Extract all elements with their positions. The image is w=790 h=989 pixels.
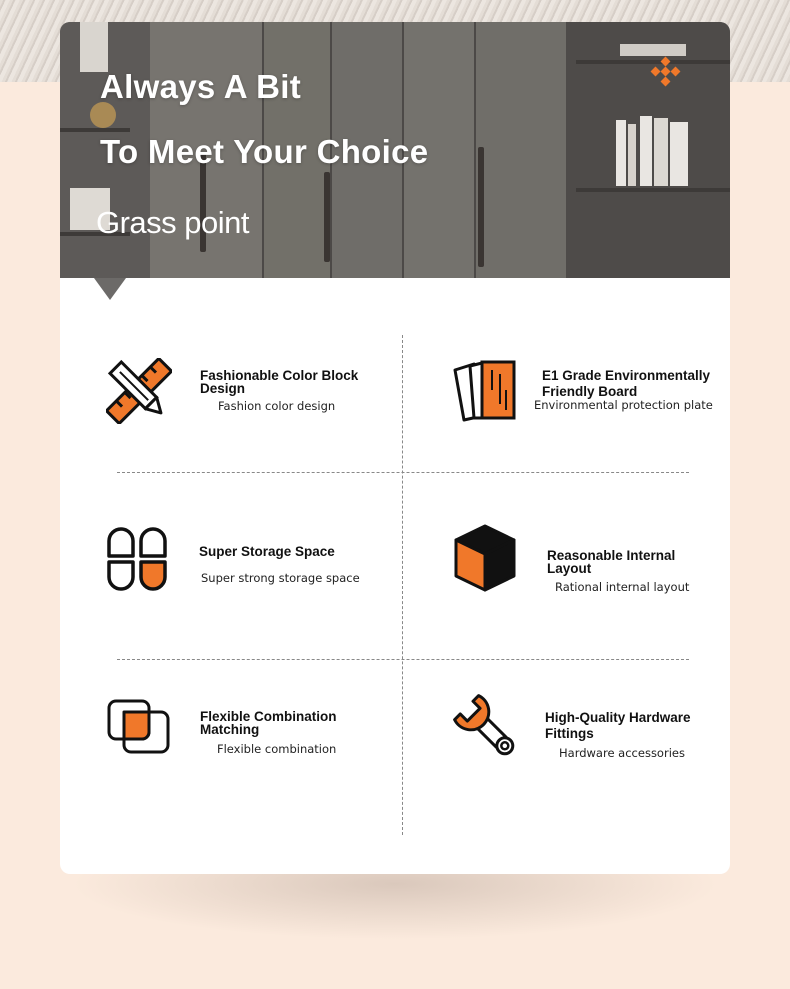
feature-description: Rational internal layout (555, 580, 690, 594)
board-panels-icon (452, 360, 518, 422)
hero-title-line-2: To Meet Your Choice (100, 133, 429, 170)
feature-description: Hardware accessories (559, 746, 685, 760)
horizontal-divider (117, 472, 689, 473)
wrench-icon (452, 694, 518, 758)
hero-title-line-1: Always A Bit (100, 68, 302, 105)
feature-description: Fashion color design (218, 399, 336, 413)
feature-title: Reasonable Internal Layout (547, 548, 676, 576)
four-blocks-icon (106, 526, 172, 592)
horizontal-divider (117, 659, 689, 660)
pencil-ruler-icon (106, 358, 172, 424)
feature-title: Flexible Combination Matching (200, 709, 337, 737)
feature-title: Super Storage Space (199, 544, 335, 559)
hero-subtitle: Grass point (96, 205, 250, 240)
card-shadow (70, 870, 720, 940)
overlapping-squares-icon (106, 698, 172, 756)
feature-description: Environmental protection plate (534, 398, 713, 412)
feature-title: E1 Grade Environmentally Friendly Board (542, 368, 711, 399)
vertical-divider (402, 335, 403, 835)
feature-title: Fashionable Color Block Design (200, 368, 359, 396)
feature-description: Flexible combination (217, 742, 337, 756)
hero-pointer (94, 278, 126, 300)
cube-icon (452, 524, 518, 594)
feature-title: High-Quality Hardware Fittings (545, 710, 691, 741)
diamond-decoration-icon (648, 56, 684, 92)
feature-description: Super strong storage space (201, 571, 360, 585)
hero-banner (60, 22, 730, 278)
